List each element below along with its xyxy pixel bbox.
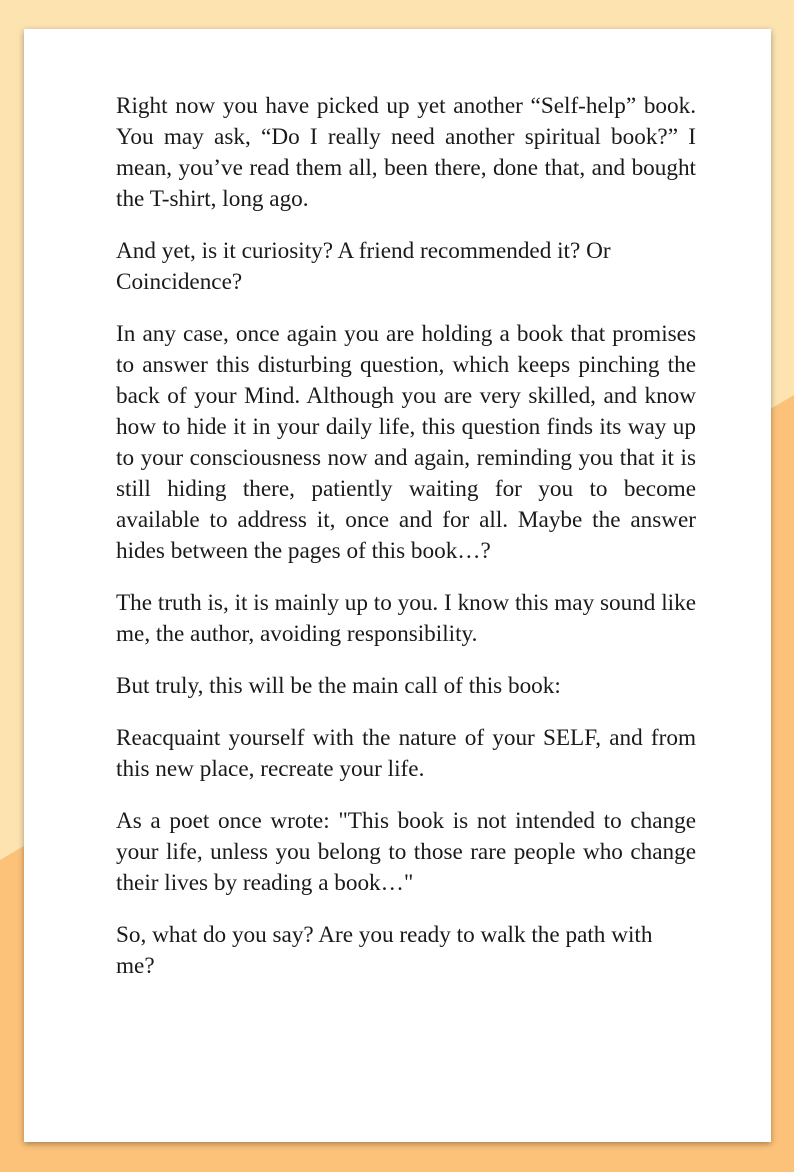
document-body	[116, 91, 696, 1003]
paragraph-7: As a poet once wrote: "This book is not intended to change your life, unless you belong to those rare people who change their lives by reading a book…"	[116, 808, 696, 896]
paragraph-3: In any case, once again you are holding a book that promises to answer this disturbing question, which keeps pinching the back of your Mind. Although you are very skilled, and know how to hide it in your daily life, this question finds its way up to your consciousness now and again, reminding you that it is still hiding there, patiently waiting for you to become available to address it, once and for all. Maybe the answer hides between the pages of this book…?	[116, 321, 696, 564]
paragraph-5: But truly, this will be the main call of this book:	[116, 673, 561, 699]
paragraph-2: And yet, is it curiosity? A friend recommended it? Or Coincidence?	[116, 238, 611, 295]
paragraph-6: Reacquaint yourself with the nature of your SELF, and from this new place, recreate your life.	[116, 725, 696, 782]
paragraph-4: The truth is, it is mainly up to you. I know this may sound like me, the author, avoiding responsibility.	[116, 590, 696, 647]
paragraph-1: Right now you have picked up yet another “Self-help” book. You may ask, “Do I really need another spiritual book?” I mean, you’ve read them all, been there, done that, and bought the T-shirt, long ago.	[116, 93, 696, 212]
paragraph-8: So, what do you say? Are you ready to walk the path with me?	[116, 922, 653, 979]
document-page	[24, 29, 771, 1142]
